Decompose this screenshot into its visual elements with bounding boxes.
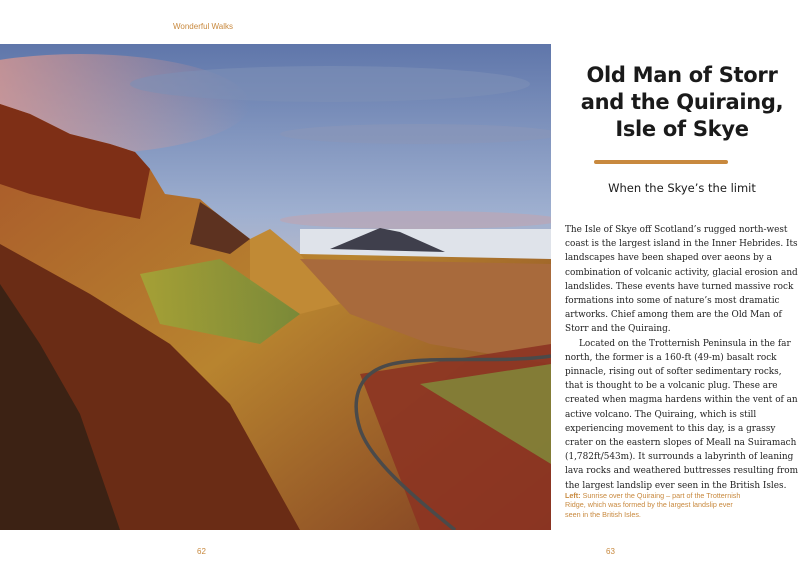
page-number-right: 63 <box>606 547 615 556</box>
body-paragraph-2: Located on the Trotternish Peninsula in the far north, the former is a 160-ft (49-m) basalt rock pinnacle, rising out of softer sedimentary rocks, that is thought to be a volcanic plug. These are created when magma hardens within the vent of an active volcano. The Quiraing, which is still experiencing movement to this day, is a grassy crater on the eastern slopes of Meall na Suiramach (1,782ft/543m). It surrounds a labyrinth of leaning lava rocks and weathered buttresses resulting from the largest landslip ever seen in the British Isles. <box>565 338 799 491</box>
title-rule <box>594 160 728 164</box>
caption-text: Sunrise over the Quiraing – part of the Trotternish Ridge, which was formed by the largest landslip ever seen in the British Isles. <box>565 491 741 519</box>
title-line-3: Isle of Skye <box>615 117 749 141</box>
running-head: Wonderful Walks <box>173 22 234 31</box>
article-body <box>565 223 800 493</box>
article-title <box>566 62 798 143</box>
page-number-left: 62 <box>197 547 206 556</box>
photo-caption <box>565 491 745 519</box>
landscape-photo <box>0 44 551 530</box>
body-paragraph-1: The Isle of Skye off Scotland’s rugged north-west coast is the largest island in the Inner Hebrides. Its landscapes have been shaped over aeons by a combination of volcanic activity, glacial erosion and landslides. These events have turned massive rock formations into some of nature’s most dramatic artworks. Chief among them are the Old Man of Storr and the Quiraing. <box>565 225 798 335</box>
title-line-2: and the Quiraing, <box>580 90 784 114</box>
article-subtitle: When the Skye’s the limit <box>608 181 756 195</box>
title-line-1: Old Man of Storr <box>586 63 778 87</box>
caption-label: Left: <box>565 491 581 500</box>
